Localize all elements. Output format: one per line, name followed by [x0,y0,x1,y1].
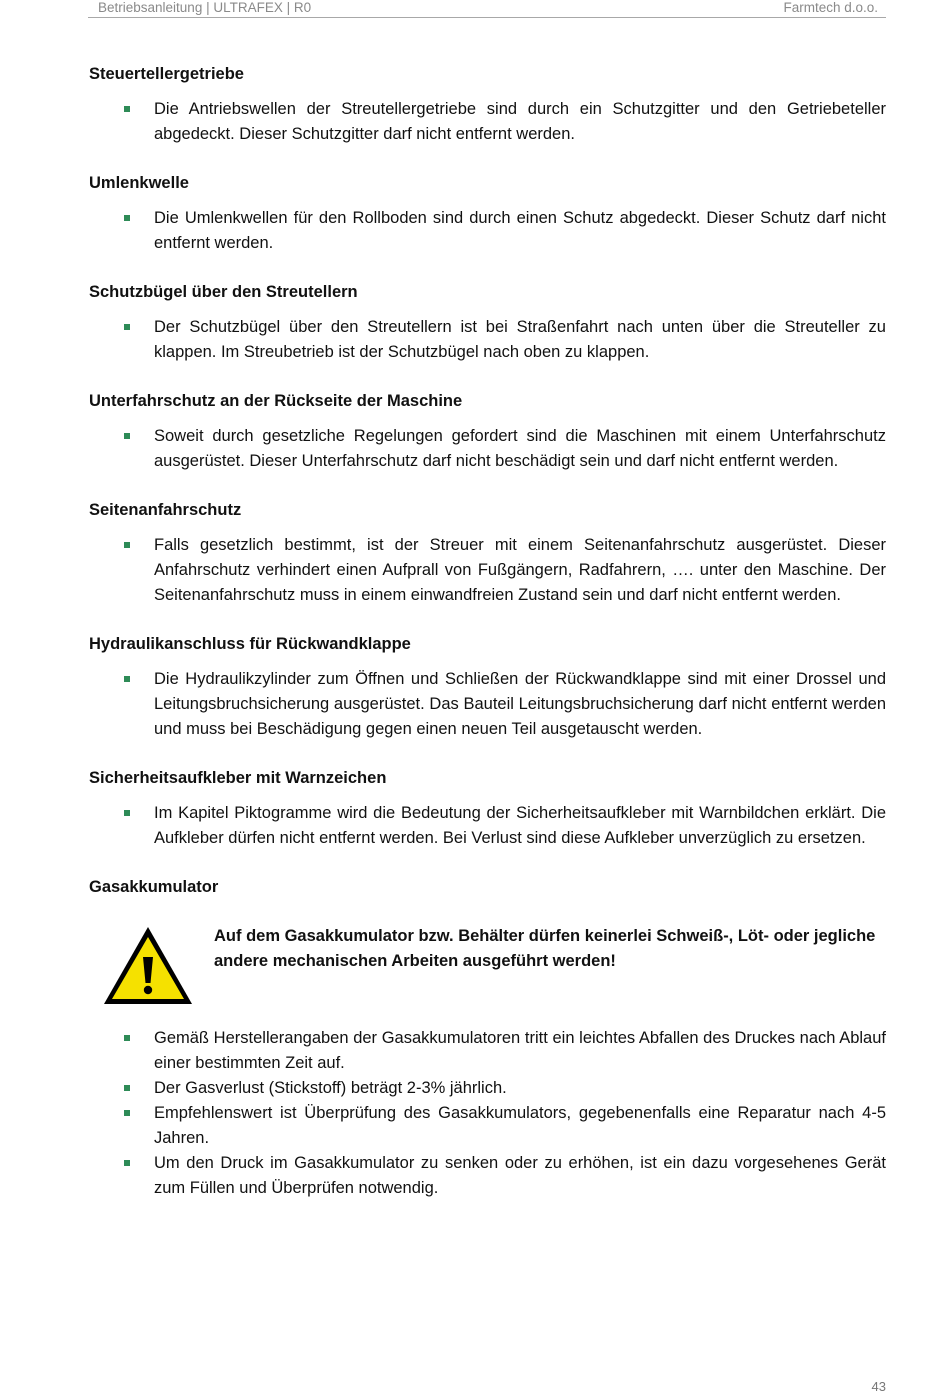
list-item [89,1026,886,1076]
bullet-square-icon [124,1160,130,1166]
bullet-list [89,206,886,256]
page-content [89,62,886,1201]
bullet-list [89,533,886,608]
list-item-text: Um den Druck im Gasakkumulator zu senken oder zu erhöhen, ist ein dazu vorgesehenes Gerät zum Füllen und Überprüfen notwendig. [154,1154,886,1197]
section-unterfahrschutz [89,389,886,474]
list-item [89,97,886,147]
bullet-square-icon [124,324,130,330]
section-heading: Steuertellergetriebe [89,65,244,83]
section-umlenkwelle [89,171,886,256]
section-sicherheitsaufkleber [89,766,886,851]
bullet-list [89,97,886,147]
bullet-square-icon [124,433,130,439]
bullet-square-icon [124,676,130,682]
list-item [89,801,886,851]
section-heading: Hydraulikanschluss für Rückwandklappe [89,635,411,653]
section-seitenanfahrschutz [89,498,886,608]
header-document-title: Betriebsanleitung | ULTRAFEX | R0 [98,0,312,15]
list-item-text: Falls gesetzlich bestimmt, ist der Streuer mit einem Seitenanfahrschutz ausgerüstet. Dieser Anfahrschutz verhindert einen Aufprall von Fußgängern, Radfahrern, …. unter den Maschine. Der Seitenanfahrschutz muss in einem einwandfreien Zustand sein und darf nicht entfernt werden. [154,536,886,604]
page-header [88,0,886,18]
bullet-square-icon [124,1085,130,1091]
list-item-text: Gemäß Herstellerangaben der Gasakkumulatoren tritt ein leichtes Abfallen des Druckes nach Ablauf einer bestimmten Zeit auf. [154,1029,886,1072]
list-item-text: Der Gasverlust (Stickstoff) beträgt 2-3% jährlich. [154,1079,507,1097]
section-heading: Seitenanfahrschutz [89,501,242,519]
bullet-square-icon [124,1035,130,1041]
bullet-square-icon [124,810,130,816]
section-gasakkumulator [89,875,886,1201]
bullet-list [89,801,886,851]
page-number: 43 [871,1379,886,1394]
list-item-text: Soweit durch gesetzliche Regelungen gefordert sind die Maschinen mit einem Unterfahrschutz ausgerüstet. Dieser Unterfahrschutz darf nicht beschädigt sein und darf nicht entfernt werden. [154,427,886,470]
bullet-square-icon [124,542,130,548]
bullet-list [89,424,886,474]
list-item [89,1151,886,1201]
list-item-text: Die Hydraulikzylinder zum Öffnen und Schließen der Rückwandklappe sind mit einer Drossel und Leitungsbruchsicherung ausgerüstet. Das Bauteil Leitungsbruchsicherung darf nicht entfernt werden und muss bei Beschädigung gegen einen neuen Teil ausgetauscht werden. [154,670,886,738]
bullet-square-icon [124,1110,130,1116]
list-item-text: Der Schutzbügel über den Streutellern ist bei Straßenfahrt nach unten über die Streuteller zu klappen. Im Streubetrieb ist der Schutzbügel nach oben zu klappen. [154,318,886,361]
warning-text: Auf dem Gasakkumulator bzw. Behälter dürfen keinerlei Schweiß-, Löt- oder jegliche andere mechanischen Arbeiten ausgeführt werden! [214,927,876,970]
section-heading: Sicherheitsaufkleber mit Warnzeichen [89,769,387,787]
list-item [89,1076,886,1101]
list-item-text: Im Kapitel Piktogramme wird die Bedeutung der Sicherheitsaufkleber mit Warnbildchen erklärt. Die Aufkleber dürfen nicht entfernt werden. Bei Verlust sind diese Aufkleber unverzüglich zu ersetzen. [154,804,886,847]
section-heading: Schutzbügel über den Streutellern [89,283,358,301]
bullet-list [89,315,886,365]
section-heading: Gasakkumulator [89,878,219,896]
bullet-list [89,667,886,742]
list-item [89,1101,886,1151]
list-item [89,424,886,474]
section-hydraulikanschluss [89,632,886,742]
section-schutzbuegel [89,280,886,365]
list-item-text: Die Antriebswellen der Streutellergetriebe sind durch ein Schutzgitter und den Getriebeteller abgedeckt. Dieser Schutzgitter darf nicht entfernt werden. [154,100,886,143]
section-heading: Umlenkwelle [89,174,189,192]
warning-triangle-icon [101,924,195,1008]
list-item-text: Die Umlenkwellen für den Rollboden sind durch einen Schutz abgedeckt. Dieser Schutz darf nicht entfernt werden. [154,209,886,252]
section-steuertellergetriebe [89,62,886,147]
list-item [89,315,886,365]
list-item [89,667,886,742]
header-company: Farmtech d.o.o. [783,0,878,15]
section-heading: Unterfahrschutz an der Rückseite der Maschine [89,392,463,410]
bullet-list [89,1026,886,1201]
list-item-text: Empfehlenswert ist Überprüfung des Gasakkumulators, gegebenenfalls eine Reparatur nach 4-5 Jahren. [154,1104,886,1147]
bullet-square-icon [124,215,130,221]
list-item [89,206,886,256]
list-item [89,533,886,608]
warning-box [89,924,886,1024]
bullet-square-icon [124,106,130,112]
